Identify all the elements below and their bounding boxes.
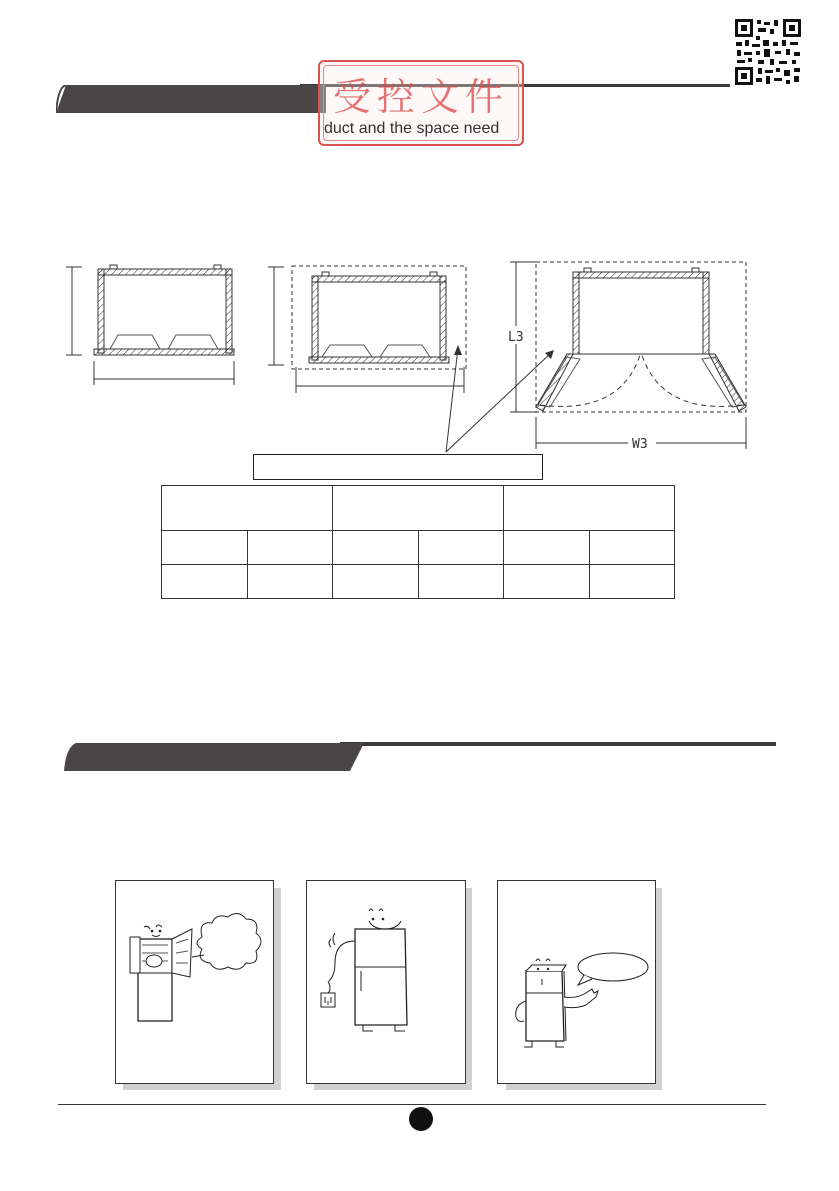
table-cell bbox=[162, 565, 248, 599]
table-cell bbox=[504, 531, 590, 565]
table-header-cell bbox=[162, 486, 333, 531]
clearance-note-box bbox=[253, 454, 543, 480]
partial-text: duct and the space need bbox=[324, 120, 500, 137]
dimensions-table bbox=[161, 485, 675, 599]
illustration-card-3 bbox=[497, 880, 656, 1084]
table-header-cell bbox=[504, 486, 675, 531]
stamp-characters: 受控文件 bbox=[332, 75, 509, 119]
section-header-rule bbox=[340, 742, 776, 746]
table-cell bbox=[333, 531, 419, 565]
table-cell bbox=[589, 565, 675, 599]
section-header-bar bbox=[56, 85, 326, 113]
page-number bbox=[409, 1107, 433, 1131]
qr-code bbox=[734, 18, 802, 86]
table-cell bbox=[504, 565, 590, 599]
control-stamp bbox=[318, 60, 524, 146]
diagram-3 bbox=[504, 262, 746, 452]
section-header-bar bbox=[64, 743, 364, 771]
label-w3: W3 bbox=[632, 437, 648, 452]
fridge-open-illustration bbox=[116, 881, 273, 1083]
illustration-card-2 bbox=[306, 880, 466, 1084]
fridge-speaking-illustration bbox=[498, 881, 655, 1083]
label-l3: L3 bbox=[508, 330, 524, 345]
table-cell bbox=[333, 565, 419, 599]
diagram-2 bbox=[268, 266, 466, 393]
table-cell bbox=[247, 565, 333, 599]
table-cell bbox=[418, 531, 504, 565]
table-cell bbox=[247, 531, 333, 565]
diagram-1 bbox=[66, 265, 234, 385]
table-cell bbox=[162, 531, 248, 565]
table-cell bbox=[589, 531, 675, 565]
table-header-cell bbox=[333, 486, 504, 531]
illustration-card-1 bbox=[115, 880, 274, 1084]
fridge-plug-illustration bbox=[307, 881, 465, 1083]
table-cell bbox=[418, 565, 504, 599]
footer-rule bbox=[58, 1104, 766, 1105]
space-diagrams bbox=[60, 255, 760, 455]
